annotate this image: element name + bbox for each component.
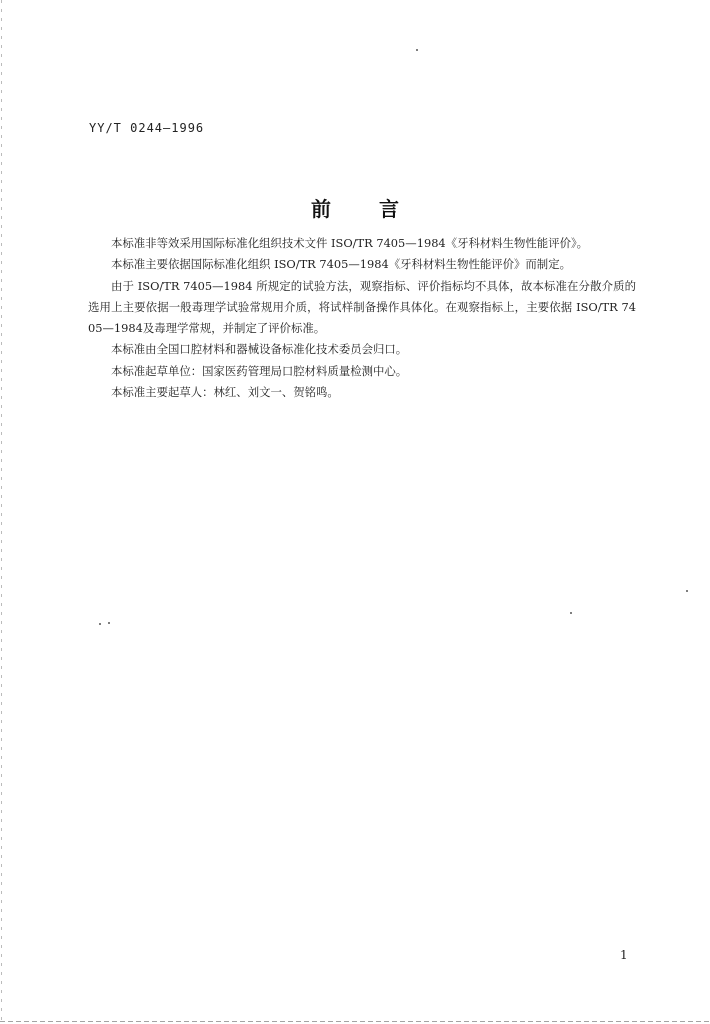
paragraph-committee: 本标准由全国口腔材料和器械设备标准化技术委员会归口。 <box>111 342 408 357</box>
page-number: 1 <box>620 948 628 962</box>
paragraph-rationale: 由于 ISO/TR 7405—1984 所规定的试验方法，观察指标、评价指标均不具体，故本标准在分散介质的选用上主要依据一般毒理学试验常规用介质，将试样制备操作具体化。在观察指标上，主要依据 ISO/TR 7405—1984及毒理学常规，并制定了评价标准。 <box>88 278 636 336</box>
scan-speck <box>686 590 688 592</box>
scan-speck <box>416 49 418 51</box>
paragraph-drafters: 本标准主要起草人：林红、刘文一、贺铭鸣。 <box>111 385 339 400</box>
scan-speck <box>108 622 110 624</box>
standard-code: YY/T 0244—1996 <box>89 121 205 135</box>
paragraph-drafting-unit: 本标准起草单位：国家医药管理局口腔材料质量检测中心。 <box>111 363 408 378</box>
scan-edge-left <box>1 0 2 1024</box>
scan-speck <box>570 612 572 614</box>
scan-edge-bottom <box>0 1021 710 1022</box>
foreword-body <box>88 233 636 403</box>
scan-speck <box>99 623 101 625</box>
page-title: 前言 <box>311 197 447 221</box>
paragraph-adoption: 本标准非等效采用国际标准化组织技术文件 ISO/TR 7405—1984《牙科材料生物性能评价》。 <box>111 236 589 250</box>
paragraph-basis: 本标准主要依据国际标准化组织 ISO/TR 7405—1984《牙科材料生物性能评价》而制定。 <box>111 257 571 272</box>
